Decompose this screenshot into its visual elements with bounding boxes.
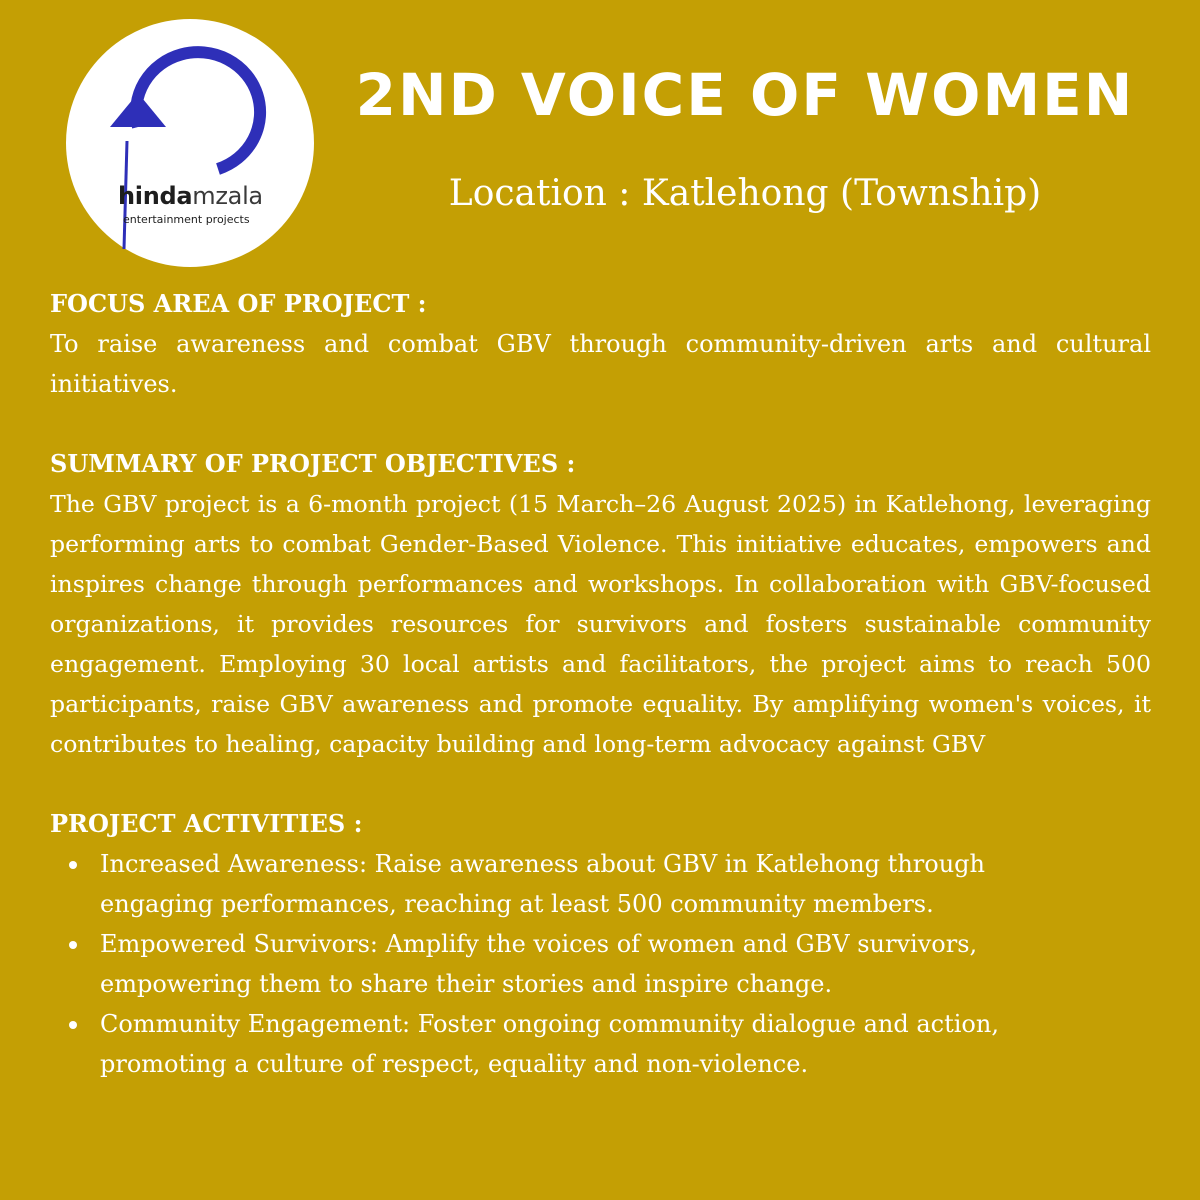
activity-line: Empowered Survivors: Amplify the voices of women and GBV survivors, [100,930,978,958]
bullet-icon [69,941,77,949]
list-item [50,1004,1151,1084]
content-body [50,284,1151,1084]
activity-line: Community Engagement: Foster ongoing community dialogue and action, [100,1010,999,1038]
activities-heading: PROJECT ACTIVITIES : [50,809,363,838]
logo-wordmark: hindamzala [118,182,263,210]
location-subtitle: Location : Katlehong (Township) [448,173,1042,214]
logo-tagline: entertainment projects [123,213,250,226]
page-title: 2ND VOICE OF WOMEN [355,61,1135,129]
activity-line: engaging performances, reaching at least 500 community members. [100,890,934,918]
logo [66,19,314,267]
bullet-icon [69,1021,77,1029]
activity-line: Increased Awareness: Raise awareness about GBV in Katlehong through [100,850,985,878]
circular-arrow-icon [66,19,314,267]
bullet-icon [69,861,77,869]
activity-line: empowering them to share their stories and inspire change. [100,970,833,998]
summary-text: The GBV project is a 6-month project (15 March–26 August 2025) in Katlehong, leveraging performing arts to combat Gender-Based Violence. This initiative educates, empowers and inspires change through performances and workshops. In collaboration with GBV-focused organizations, it provides resources for survivors and fosters sustainable community engagement. Employing 30 local artists and facilitators, the project aims to reach 500 participants, raise GBV awareness and promote equality. By amplifying women's voices, it contributes to healing, capacity building and long-term advocacy against GBV [50,490,1151,758]
list-item [50,844,1151,924]
activity-line: promoting a culture of respect, equality and non-violence. [100,1050,809,1078]
focus-text: To raise awareness and combat GBV through community-driven arts and cultural initiatives. [50,330,1151,398]
focus-heading: FOCUS AREA OF PROJECT : [50,289,427,318]
activities-list [50,844,1151,1084]
summary-heading: SUMMARY OF PROJECT OBJECTIVES : [50,449,576,478]
list-item [50,924,1151,1004]
